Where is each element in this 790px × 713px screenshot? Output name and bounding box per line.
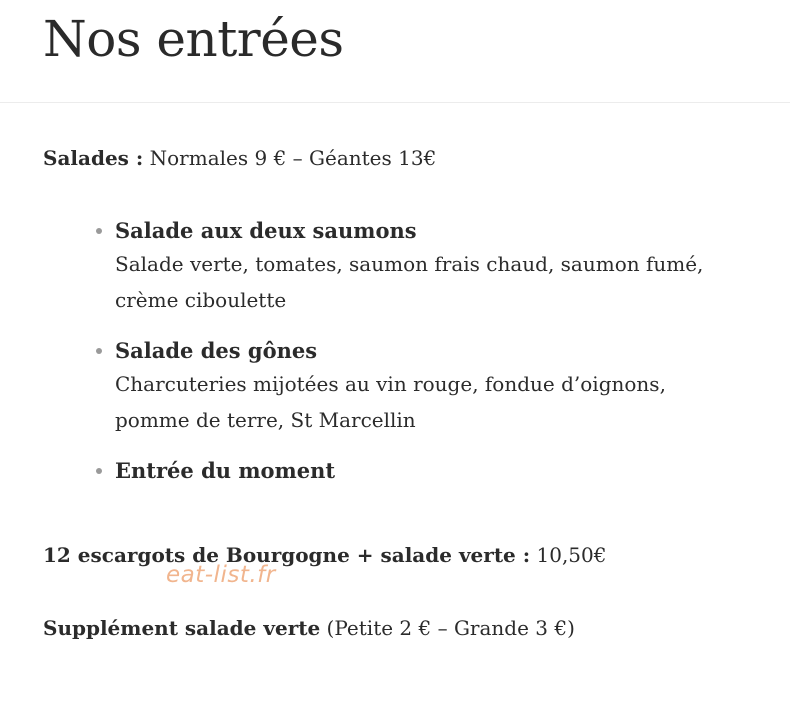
salades-price-line [43,144,436,172]
salad-list [94,216,734,504]
page-title: Nos entrées [43,10,344,68]
bullet-icon [96,228,102,234]
list-item [94,336,734,438]
salades-label: Salades : [43,146,144,170]
watermark: eat-list.fr [166,562,276,588]
header-divider [0,102,790,103]
bullet-icon [96,468,102,474]
salades-prices: Normales 9 € – Géantes 13€ [143,146,437,170]
escargots-price: 10,50€ [530,543,607,567]
item-description: Salade verte, tomates, saumon frais chaud, saumon fumé, crème ciboulette [115,252,704,312]
bullet-icon [96,348,102,354]
supplement-detail: (Petite 2 € – Grande 3 €) [320,616,575,640]
item-description: Charcuteries mijotées au vin rouge, fondue d’oignons, pomme de terre, St Marcellin [115,372,666,432]
item-name: Entrée du moment [115,458,336,483]
escargots-label: 12 escargots de Bourgogne + salade verte : [43,543,531,567]
supplement-label: Supplément salade verte [43,616,321,640]
item-name: Salade aux deux saumons [115,218,417,243]
item-name: Salade des gônes [115,338,318,363]
list-item [94,216,734,318]
escargots-price-line [43,541,606,569]
supplement-price-line [43,614,575,642]
list-item [94,456,734,486]
